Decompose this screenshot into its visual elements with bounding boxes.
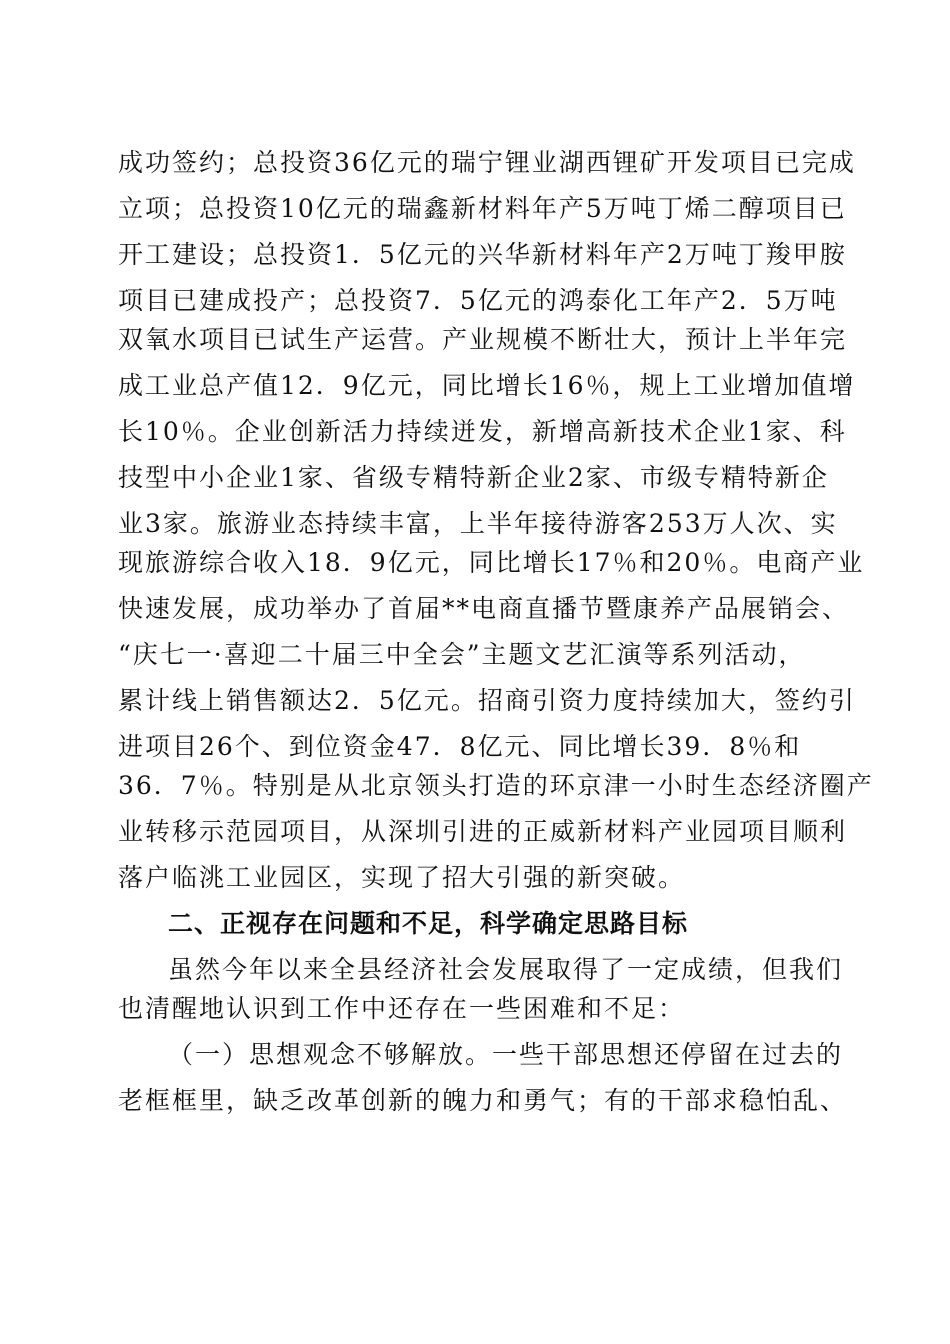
text-line: “庆七一·喜迎二十届三中全会”主题文艺汇演等系列活动， bbox=[118, 640, 806, 669]
text-line: 老框框里，缺乏改革创新的魄力和勇气；有的干部求稳怕乱、 bbox=[118, 1086, 848, 1115]
text-line: 成工业总产值12．9亿元，同比增长16％，规上工业增加值增 bbox=[118, 371, 856, 400]
text-line: 项目已建成投产；总投资7．5亿元的鸿泰化工年产2．5万吨 bbox=[118, 286, 838, 315]
text-line: 累计线上销售额达2．5亿元。招商引资力度持续加大，签约引 bbox=[118, 686, 856, 715]
text-line: 业转移示范园项目，从深圳引进的正威新材料产业园项目顺利 bbox=[118, 817, 848, 846]
text-line: 立项；总投资10亿元的瑞鑫新材料年产5万吨丁烯二醇项目已 bbox=[118, 194, 847, 223]
text-line: 双氧水项目已试生产运营。产业规模不断壮大，预计上半年完 bbox=[118, 325, 848, 354]
text-line: 36．7％。特别是从北京领头打造的环京津一小时生态经济圈产 bbox=[118, 771, 874, 800]
text-line: 业3家。旅游业态持续丰富，上半年接待游客253万人次、实 bbox=[118, 509, 838, 538]
text-line: 虽然今年以来全县经济社会发展取得了一定成绩，但我们 bbox=[168, 955, 844, 984]
text-line: 开工建设；总投资1．5亿元的兴华新材料年产2万吨丁羧甲胺 bbox=[118, 240, 847, 269]
text-line: 落户临洮工业园区，实现了招大引强的新突破。 bbox=[118, 863, 686, 892]
text-line: 技型中小企业1家、省级专精特新企业2家、市级专精特新企 bbox=[118, 463, 829, 492]
text-line: （一）思想观念不够解放。一些干部思想还停留在过去的 bbox=[168, 1040, 844, 1069]
text-line: 进项目26个、到位资金47．8亿元、同比增长39．8％和 bbox=[118, 732, 802, 761]
text-line: 长10％。企业创新活力持续迸发，新增高新技术企业1家、科 bbox=[118, 417, 847, 446]
text-line: 现旅游综合收入18．9亿元，同比增长17％和20％。电商产业 bbox=[118, 548, 865, 577]
text-line: 快速发展，成功举办了首届**电商直播节暨康养产品展销会、 bbox=[118, 594, 850, 623]
text-line: 也清醒地认识到工作中还存在一些困难和不足： bbox=[118, 994, 686, 1023]
text-line: 成功签约；总投资36亿元的瑞宁锂业湖西锂矿开发项目已完成 bbox=[118, 148, 856, 177]
section-heading: 二、正视存在问题和不足，科学确定思路目标 bbox=[168, 909, 689, 938]
